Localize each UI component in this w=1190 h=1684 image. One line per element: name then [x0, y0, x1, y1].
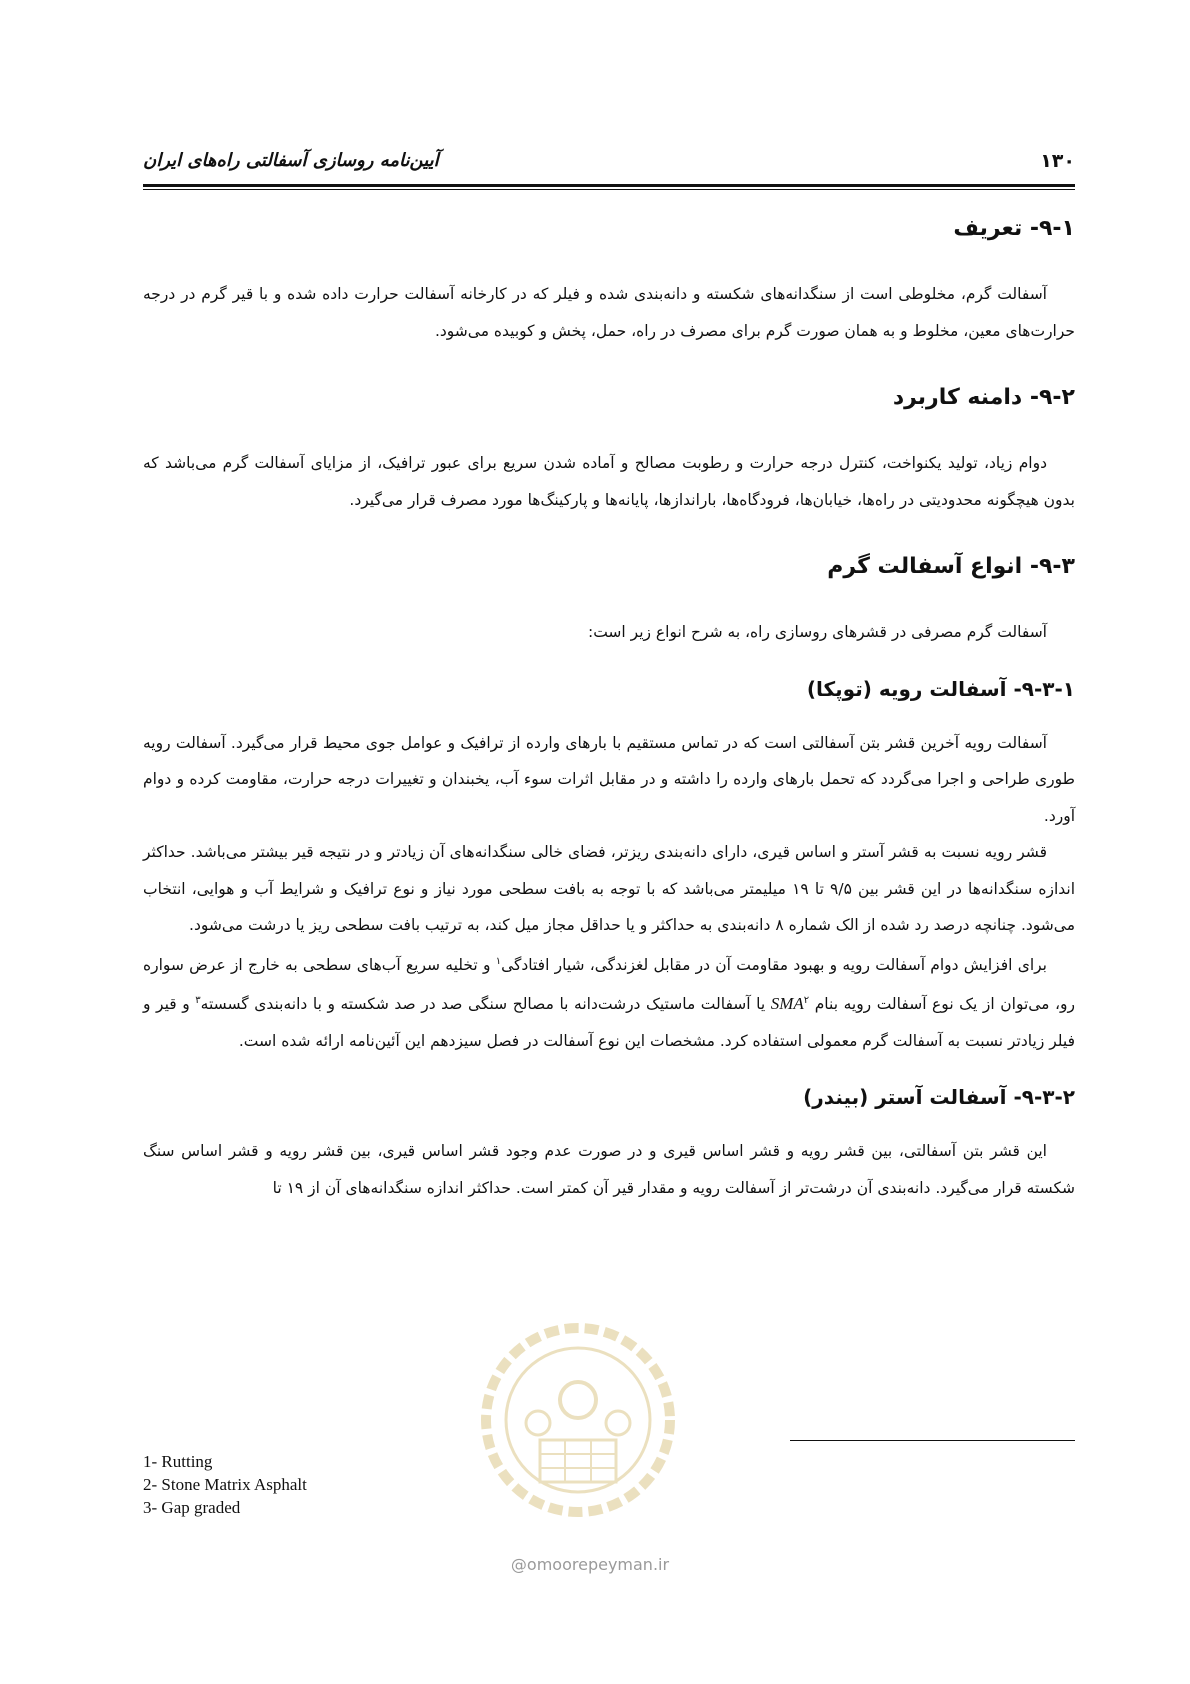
footnote-2: 2- Stone Matrix Asphalt: [143, 1475, 307, 1494]
paragraph-wearing-1: آسفالت رویه آخرین قشر بتن آسفالتی است که در تماس مستقیم با بارهای وارده از ترافیک و عوامل جوی محیط قرار می‌گیرد. آسفالت رویه طوری طراحی و اجرا می‌گردد که تحمل بارهای وارده را داشته و در مقابل اثرات سوء آب، یخبندان و تغییرات درجه حرارت، مقاومت کرده و دوام آورد.: [143, 733, 1075, 825]
paragraph-wearing-2: قشر رویه نسبت به قشر آستر و اساس قیری، دارای دانه‌بندی ریزتر، فضای خالی سنگدانه‌های آن زیادتر و در نتیجه قیر بیشتر می‌باشد. حداکثر اندازه سنگدانه‌ها در این قشر بین ۹/۵ تا ۱۹ میلیمتر می‌باشد که با توجه به بافت سطحی مورد نیاز و نوع ترافیک و شرایط آب و هوایی، انتخاب می‌شود. چنانچه درصد رد شده از الک شماره ۸ دانه‌بندی به حداکثر و یا حداقل مجاز میل کند، به ترتیب بافت سطحی ریز یا درشت می‌شود.: [143, 843, 1076, 934]
footnote-3: 3- Gap graded: [143, 1498, 241, 1517]
running-title: آیین‌نامه روسازی آسفالتی راه‌های ایران: [143, 150, 439, 171]
paragraph-definition: آسفالت گرم، مخلوطی است از سنگدانه‌های شکسته و دانه‌بندی شده و فیلر که در کارخانه آسفالت حرارت داده شده و با قیر گرم در درجه حرارت‌های معین، مخلوط و به همان صورت گرم برای مصرف در راه، حمل، پخش و کوبیده می‌شود.: [143, 285, 1075, 340]
paragraph-wearing-3: برای افزایش دوام آسفالت رویه و بهبود مقاومت آن در مقابل لغزندگی، شیار افتادگی$^۱$ و تخلیه سریع آب‌های سطحی به خارج از عرض سواره رو، می‌توان از یک نوع آسفالت رویه بنام SMA$^۲$ یا آسفالت ماستیک درشت‌دانه با مصالح سنگی صد در صد شکسته و با دانه‌بندی گسسته$^۳$ و قیر و فیلر زیادتر نسبت به آسفالت گرم معمولی استفاده کرد. مشخصات این نوع آسفالت در فصل سیزدهم این آئین‌نامه ارائه شده است.: [143, 955, 1076, 1050]
watermark-seal-icon: [478, 1318, 678, 1523]
page-content: [143, 212, 1075, 1206]
paragraph-types: آسفالت گرم مصرفی در قشرهای روسازی راه، به شرح انواع زیر است:: [587, 623, 1047, 641]
page-header: [143, 148, 1075, 180]
watermark-url: @omoorepeyman.ir: [510, 1555, 670, 1574]
footnote-1: 1- Rutting: [143, 1452, 213, 1471]
section-title-definition: ۹-۱- تعریف: [953, 216, 1075, 241]
footnote-ref-3[interactable]: ۳: [195, 995, 201, 1007]
subsection-title-binder-course: ۹-۳-۲- آسفالت آستر (بیندر): [803, 1085, 1075, 1110]
footnote-rule: [790, 1440, 1075, 1441]
footnote-ref-2[interactable]: ۲: [803, 995, 810, 1007]
section-title-scope: ۹-۲- دامنه کاربرد: [892, 385, 1075, 410]
paragraph-scope: دوام زیاد، تولید یکنواخت، کنترل درجه حرارت و رطوبت مصالح و آماده شدن سریع برای عبور ترافیک، از مزایای آسفالت گرم می‌باشد که بدون هیچگونه محدودیتی در راه‌ها، خیابان‌ها، فرودگاه‌ها، باراندازها، پایانه‌ها و پارکینگ‌ها مورد مصرف قرار می‌گیرد.: [143, 454, 1075, 509]
header-rule: [143, 184, 1075, 187]
paragraph-binder-1: این قشر بتن آسفالتی، بین قشر رویه و قشر اساس قیری و در صورت عدم وجود قشر اساس قیری، بین قشر رویه و قشر اساس سنگ شکسته قرار می‌گیرد. دانه‌بندی آن درشت‌تر از آسفالت رویه و مقدار قیر آن کمتر است. حداکثر اندازه سنگدانه‌های آن از ۱۹ تا: [143, 1142, 1075, 1197]
header-rule-thin: [143, 189, 1075, 190]
subsection-title-wearing-course: ۹-۳-۱- آسفالت رویه (توپکا): [806, 676, 1075, 701]
sma-term: SMA: [770, 994, 804, 1014]
footnotes: [143, 1450, 307, 1519]
footnote-ref-1[interactable]: ۱: [495, 955, 502, 967]
section-title-types: ۹-۳- انواع آسفالت گرم: [827, 554, 1075, 579]
page-number: ۱۳۰: [1040, 150, 1075, 172]
